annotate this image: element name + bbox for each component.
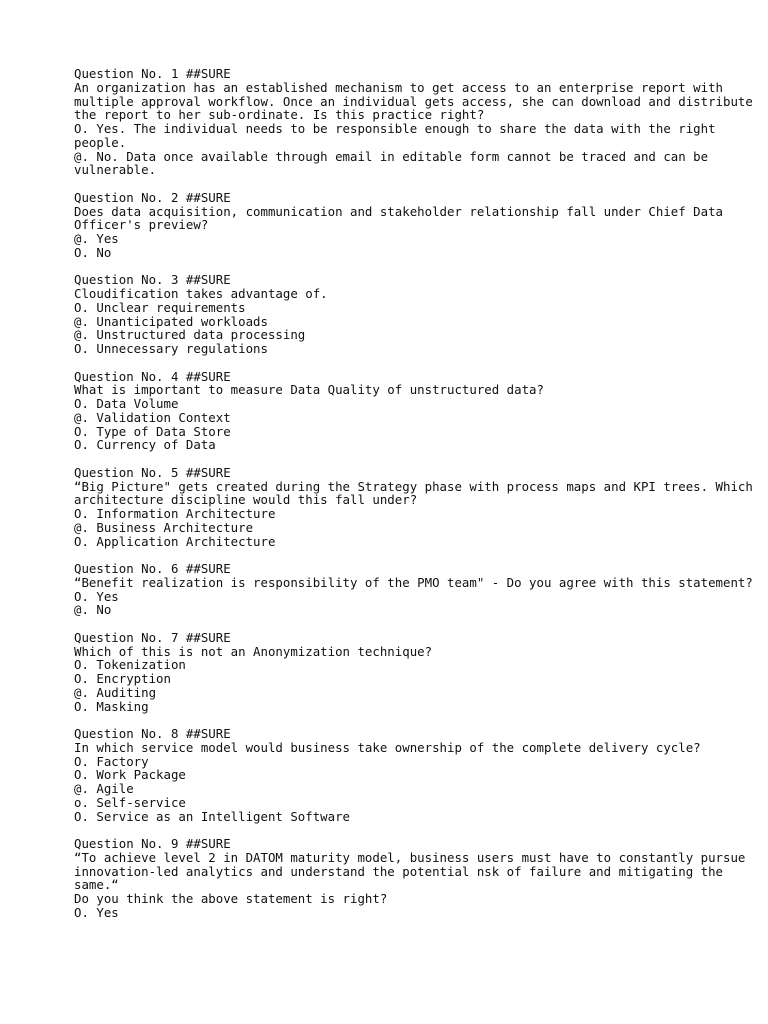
question-title: Question No. 3 ##SURE (74, 272, 231, 288)
answer-option: O. Information Architecture (74, 506, 276, 521)
question-text: An organization has an established mechanism to get access to an enterprise report with multiple approval workflow. Once an individual gets access, she can download and distribute the report to her sub-ordinate. Is this practice right? (74, 79, 761, 123)
question-2 (74, 191, 754, 260)
question-title: Question No. 7 ##SURE (74, 629, 231, 645)
answer-option: O. Application Architecture (74, 533, 276, 549)
answer-option: O. Masking (74, 698, 149, 714)
question-text: In which service model would business take ownership of the complete delivery cycle? (74, 739, 701, 755)
question-6 (74, 562, 754, 617)
question-text: “Benefit realization is responsibility of the PMO team" - Do you agree with this statement? (74, 574, 753, 590)
question-title: Question No. 5 ##SURE (74, 464, 231, 480)
question-text: Which of this is not an Anonymization technique? (74, 643, 433, 659)
question-5 (74, 464, 761, 549)
question-7 (74, 631, 754, 714)
answer-option: O. Unclear requirements (74, 299, 246, 315)
question-9 (74, 837, 754, 920)
question-4 (74, 370, 754, 453)
answer-option: @. Agile (74, 781, 134, 796)
answer-option: @. Business Architecture (74, 519, 254, 535)
answer-option: O. Yes (74, 904, 119, 920)
answer-option: @. No (74, 602, 112, 618)
question-title: Question No. 1 ##SURE (74, 66, 231, 81)
answer-option: @. Unanticipated workloads (74, 313, 268, 329)
answer-option: O. Factory (74, 753, 149, 769)
answer-option: @. Unstructured data processing (74, 327, 306, 343)
question-8 (74, 727, 754, 823)
question-title: Question No. 8 ##SURE (74, 726, 231, 741)
answer-option: O. No (74, 244, 112, 260)
document-page (74, 66, 761, 933)
question-1 (74, 66, 761, 178)
question-followup-text: Do you think the above statement is right? (74, 891, 388, 906)
question-text: Does data acquisition, communication and stakeholder relationship fall under Chief Data Officer's preview? (74, 203, 731, 233)
question-title: Question No. 4 ##SURE (74, 368, 231, 384)
answer-option: O. Unnecessary regulations (74, 341, 268, 356)
answer-option: @. Validation Context (74, 409, 231, 425)
answer-option: o. Self-service (74, 794, 186, 810)
answer-option: O. Type of Data Store (74, 423, 231, 439)
answer-option: O. Currency of Data (74, 437, 216, 453)
question-text: “Big Picture" gets created during the Strategy phase with process maps and KPI trees. Which architecture discipline would this fall under? (74, 478, 761, 508)
answer-option: @. Yes (74, 231, 119, 246)
answer-option: O. Tokenization (74, 657, 186, 673)
question-text: Cloudification takes advantage of. (74, 286, 328, 301)
question-title: Question No. 9 ##SURE (74, 836, 231, 851)
question-3 (74, 273, 754, 356)
answer-option: O. Work Package (74, 767, 186, 783)
question-title: Question No. 2 ##SURE (74, 189, 231, 205)
question-text: What is important to measure Data Quality of unstructured data? (74, 382, 544, 398)
answer-option: O. Service as an Intelligent Software (74, 808, 351, 824)
answer-option: O. Data Volume (74, 396, 179, 411)
question-title: Question No. 6 ##SURE (74, 561, 231, 576)
answer-option: O. Yes. The individual needs to be responsible enough to share the data with the right people. (74, 121, 724, 150)
answer-option: O. Encryption (74, 671, 171, 686)
question-text: “To achieve level 2 in DATOM maturity model, business users must have to constantly pursue innovation-led analytics and understand the potential nsk of failure and mitigating the same.“ (74, 849, 753, 893)
answer-option: @. Auditing (74, 684, 157, 700)
answer-option: @. No. Data once available through email in editable form cannot be traced and can be vulnerable. (74, 148, 716, 178)
answer-option: O. Yes (74, 588, 119, 604)
